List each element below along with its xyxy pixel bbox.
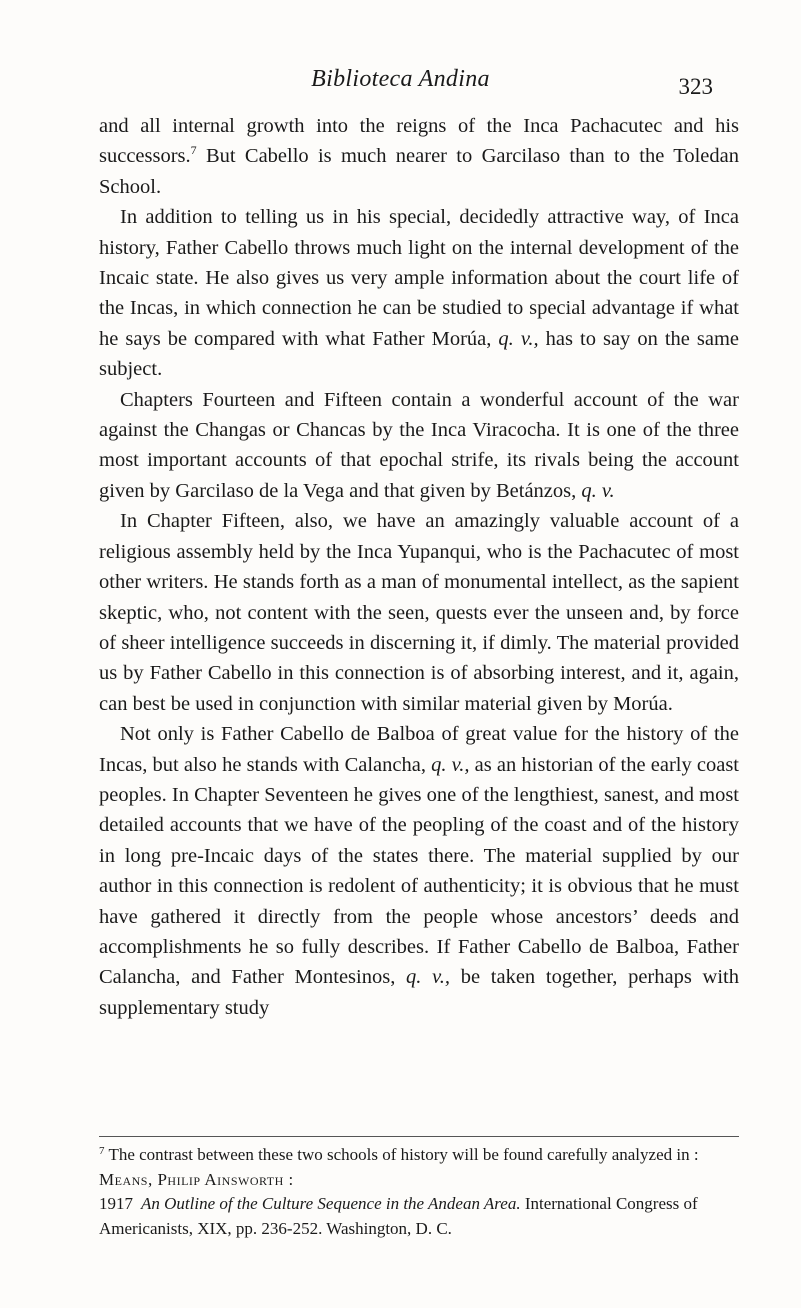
paragraph: and all internal growth into the reigns of the Inca Pachacutec and his successors.$^7$ But Cabello is much nearer to Garcilaso than to the Toledan School.: [99, 115, 739, 198]
citation-title: An Outline of the Culture Sequence in the Andean Area.: [141, 1194, 521, 1214]
footnote-citation: [99, 1192, 739, 1241]
footnote-reference: 7: [190, 143, 197, 158]
paragraph: In Chapter Fifteen, also, we have an amazingly valuable account of a religious assembly held by the Inca Yupanqui, who is the Pachacutec of most other writers. He stands forth as a man of monumental intellect, as the sapient skeptic, who, not content with the seen, quests ever the unseen and, by force of sheer intelligence succeeds in discerning it, if dimly. The material provided us by Father Cabello in this connection is of absorbing interest, and it, again, can best be used in conjunction with similar material given by Morúa.: [99, 510, 739, 715]
footnote-author: Means, Philip Ainsworth :: [99, 1169, 294, 1189]
paragraph: Chapters Fourteen and Fifteen contain a wonderful account of the war against the Changas or Chancas by the Inca Viracocha. It is one of the three most important accounts of that epochal strife, its rivals being the account given by Garcilaso de la Vega and that given by Betánzos, q. v.: [99, 388, 739, 502]
page-header: [0, 66, 801, 100]
citation-details: International Congress of Americanists, XIX, pp. 236-252. Washington, D. C.: [99, 1194, 698, 1238]
footnote: [99, 1143, 739, 1241]
running-title: Biblioteca Andina: [311, 66, 490, 92]
footnote-text: $^7$ The contrast between these two schools of history will be found carefully analyzed in :: [99, 1145, 699, 1164]
paragraph: In addition to telling us in his special, decidedly attractive way, of Inca history, Father Cabello throws much light on the internal development of the Incaic state. He also gives us very ample information about the court life of the Incas, in which connection he can be studied to special advantage if what he says be compared with what Father Morúa, q. v., has to say on the same subject.: [99, 206, 740, 381]
footnote-divider: [99, 1136, 739, 1137]
page-number: 323: [678, 74, 713, 99]
citation-year: 1917: [99, 1194, 133, 1214]
paragraph: Not only is Father Cabello de Balboa of great value for the history of the Incas, but also he stands with Calancha, q. v., as an historian of the early coast peoples. In Chapter Seventeen he gives one of the lengthiest, sanest, and most detailed accounts that we have of the peopling of the coast and of the history in long pre-Incaic days of the states there. The material supplied by our author in this connection is redolent of authenticity; it is obvious that he must have gathered it directly from the people whose ancestors’ deeds and accomplishments he so fully describes. If Father Cabello de Balboa, Father Calancha, and Father Montesinos, q. v., be taken together, perhaps with supplementary study: [99, 723, 740, 1019]
footnote-marker: 7: [99, 1145, 105, 1157]
main-text: [99, 111, 739, 1023]
